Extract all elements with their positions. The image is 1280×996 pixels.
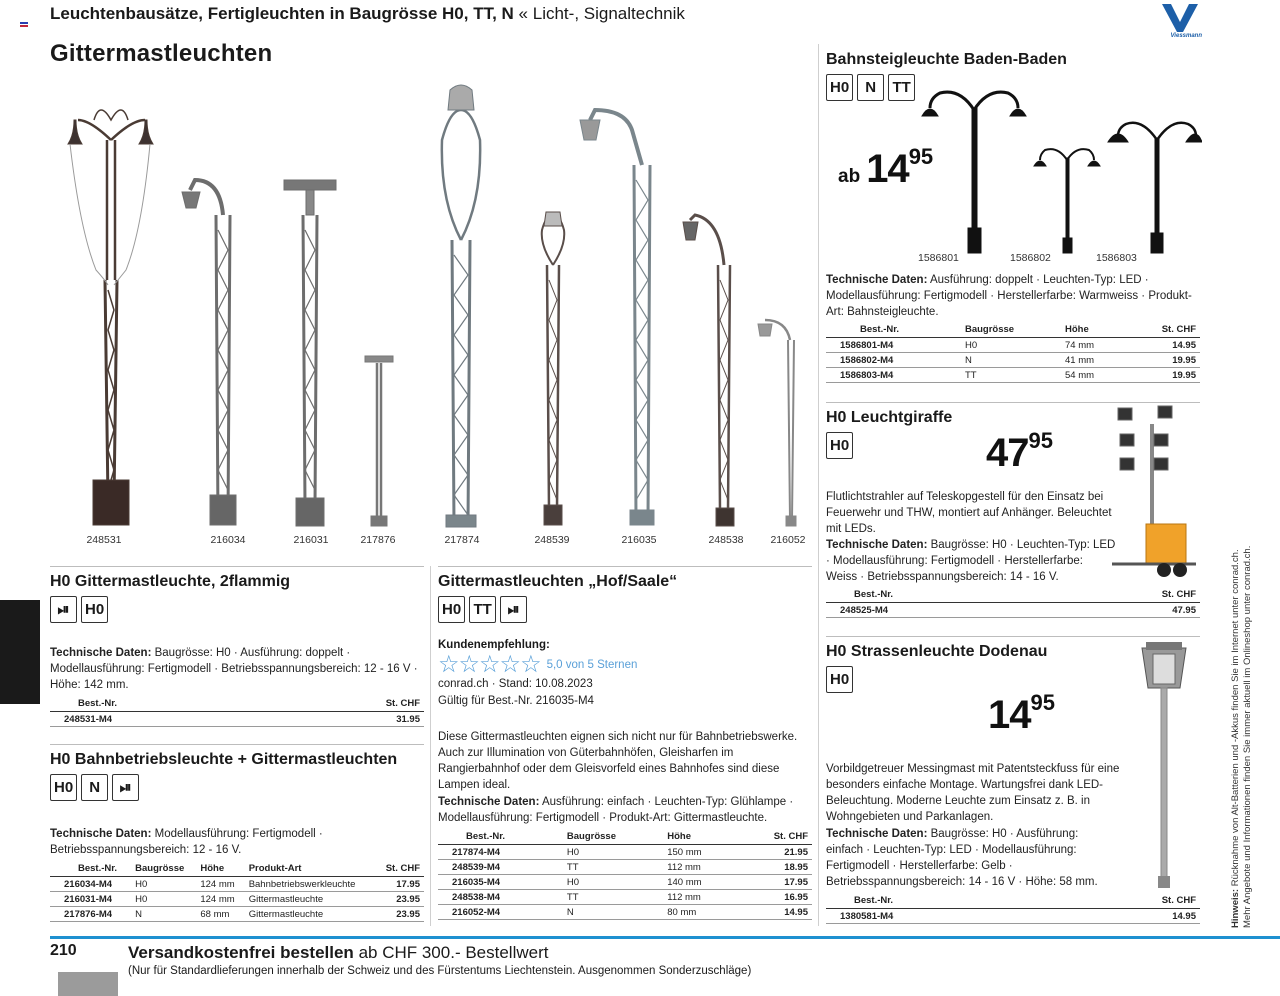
caption-216031: 216031: [293, 534, 329, 546]
lamp-217876: [365, 356, 393, 526]
caption-216052: 216052: [770, 534, 806, 546]
table-row: 248525-M4 47.95: [826, 603, 1200, 618]
badge-tt: TT: [888, 74, 915, 101]
table-row: 248538-M4 TT 112 mm 16.95: [438, 890, 812, 905]
caption-248539: 248539: [534, 534, 570, 546]
tech-text: Baugrösse: H0 · Leuchten-Typ: LED · Modellausführung: Fertigmodell · Herstellerfarbe: Weiss · Betriebsspannungsbereich: 14 - 16 V.: [826, 539, 1116, 583]
price-dec: 95: [908, 144, 934, 169]
table-header-row: Best.-Nr. Baugrösse Höhe Produkt-Art St. CHF: [50, 861, 424, 877]
badge-n: N: [81, 774, 108, 801]
badge-group: [826, 432, 853, 459]
table-row: 217876-M4 N 68 mm Gittermastleuchte 23.95: [50, 907, 424, 922]
order-table-2flammig: [50, 696, 424, 727]
divider: [50, 566, 424, 567]
table-header-row: [50, 696, 424, 712]
lamp-216034: [182, 180, 236, 525]
tech-label: Technische Daten:: [50, 647, 152, 659]
table-row: 1586801-M4 H0 74 mm 14.95: [826, 338, 1200, 353]
breadcrumb-parent: Licht-, Signaltechnik: [532, 4, 685, 23]
shipping-note-bold: Versandkostenfrei bestellen: [128, 943, 354, 962]
col-price: St. CHF: [284, 696, 424, 712]
viessmann-logo: [1158, 0, 1202, 42]
caption-248538: 248538: [708, 534, 744, 546]
tech-text: Baugrösse: H0 · Ausführung: einfach · Leuchten-Typ: LED · Modellausführung: Fertigmodell · Herstellerfarbe: Gelb · Betriebsspannungsbereich: 14 - 16 V · Höhe: 58 mm.: [826, 828, 1098, 888]
price-dec: 95: [1028, 428, 1053, 453]
price-prefix: ab: [838, 166, 861, 187]
flag-icon: [20, 22, 28, 27]
lamp-248538: [683, 215, 734, 526]
badge-n: N: [857, 74, 884, 101]
lamp-216052: [758, 320, 796, 526]
rating: [438, 650, 637, 679]
tech-data: [826, 272, 1202, 320]
page-number: 210: [50, 942, 77, 959]
table-row: 216035-M4 H0 140 mm 17.95: [438, 875, 812, 890]
table-row: 248531-M4 31.95: [50, 712, 424, 727]
badge-h0: H0: [826, 432, 853, 459]
column-divider: [430, 566, 431, 926]
badge-h0: H0: [826, 666, 853, 693]
table-row: 1586802-M4 N 41 mm 19.95: [826, 353, 1200, 368]
lamp-248539: [542, 212, 565, 525]
side-note: [1230, 546, 1254, 928]
table-row: 216034-M4 H0 124 mm Bahnbetriebswerkleuchte 17.95: [50, 877, 424, 892]
shipping-disclaimer: (Nur für Standardlieferungen innerhalb der Schweiz und des Fürstentums Liechtenstein. Ausgenommen Sonderzuschläge): [128, 965, 752, 977]
breadcrumb-category: Leuchtenbausätze, Fertigleuchten in Baugrösse H0, TT, N: [50, 4, 514, 23]
lamp-216035: [580, 110, 654, 525]
footer-tab: [58, 972, 118, 996]
tech-label: Technische Daten:: [826, 274, 928, 286]
caption-248531: 248531: [86, 534, 122, 546]
tech-text: Baugrösse: H0 · Ausführung: doppelt · Modellausführung: Fertigmodell · Betriebsspannungsbereich: 12 - 16 V · Höhe: 142 mm.: [50, 647, 418, 691]
col-best-nr: Best.-Nr.: [50, 696, 284, 712]
lamp-248531: [68, 110, 153, 525]
order-table-bahnbetrieb: [50, 861, 424, 922]
tech-data: [438, 794, 812, 826]
price-leuchtgiraffe: [986, 428, 1053, 476]
badge-digital: ⏯: [112, 774, 139, 801]
badge-h0: H0: [826, 74, 853, 101]
caption-217874: 217874: [444, 534, 480, 546]
table-row: 1586803-M4 TT 54 mm 19.95: [826, 368, 1200, 383]
badge-group: [826, 74, 915, 101]
table-header-row: Best.-Nr. Baugrösse Höhe St. CHF: [826, 322, 1200, 338]
table-row: 217874-M4 H0 150 mm 21.95: [438, 845, 812, 860]
order-table-dodenau: [826, 893, 1200, 924]
tech-data: [826, 537, 1116, 585]
price-baden-baden: [838, 144, 933, 192]
section-title-dodenau: H0 Strassenleuchte Dodenau: [826, 643, 1048, 660]
divider: [50, 744, 424, 745]
column-divider: [818, 44, 819, 926]
product-image-dodenau: [1136, 640, 1192, 892]
caption-216034: 216034: [210, 534, 246, 546]
badge-digital: ⏯: [50, 596, 77, 623]
footer-rule: [50, 936, 1280, 939]
order-table-hof-saale: [438, 829, 812, 920]
order-table-leuchtgiraffe: [826, 587, 1200, 618]
badge-group: [50, 774, 139, 801]
caption-216035: 216035: [621, 534, 657, 546]
price-int: 14: [988, 693, 1031, 737]
order-table-baden-baden: [826, 322, 1200, 383]
breadcrumb: [50, 4, 685, 24]
badge-tt: TT: [469, 596, 496, 623]
badge-h0: H0: [81, 596, 108, 623]
price-int: 47: [986, 431, 1029, 475]
shipping-note-rest: ab CHF 300.- Bestellwert: [358, 943, 549, 962]
tech-label: Technische Daten:: [826, 828, 928, 840]
product-image-gittermast: [50, 80, 820, 530]
tech-label: Technische Daten:: [438, 796, 540, 808]
breadcrumb-separator: «: [518, 4, 529, 23]
table-header-row: Best.-Nr. St. CHF: [826, 893, 1200, 909]
badge-group: [826, 666, 853, 693]
side-note-line2: Mehr Angebote und Informationen finden Sie immer aktuell im Onlineshop unter conrad.ch.: [1242, 545, 1253, 928]
caption-1586801: 1586801: [918, 252, 959, 264]
table-header-row: Best.-Nr. St. CHF: [826, 587, 1200, 603]
rating-source: conrad.ch · Stand: 10.08.2023: [438, 678, 593, 690]
price-int: 14: [866, 147, 909, 191]
section-title-2flammig: H0 Gittermastleuchte, 2flammig: [50, 573, 291, 590]
star-rating-icon: ☆☆☆☆☆: [438, 651, 541, 678]
lamp-217874: [442, 85, 480, 527]
table-row: 1380581-M4 14.95: [826, 909, 1200, 924]
badge-h0: H0: [438, 596, 465, 623]
page-title: Gittermastleuchten: [50, 40, 273, 67]
side-note-line1: Rücknahme von Alt-Batterien und -Akkus finden Sie im Internet unter conrad.ch.: [1230, 549, 1241, 887]
section-title-bahnbetrieb: H0 Bahnbetriebsleuchte + Gittermastleuchten: [50, 751, 398, 768]
badge-group: [438, 596, 527, 623]
price-dodenau: [988, 690, 1055, 738]
price-dec: 95: [1030, 690, 1055, 715]
section-title-hof-saale: Gittermastleuchten „Hof/Saale“: [438, 573, 678, 590]
tech-text: Ausführung: doppelt · Leuchten-Typ: LED · Modellausführung: Fertigmodell · Herstellerfarbe: Warmweiss · Produkt-Art: Bahnsteigleuchte.: [826, 274, 1192, 318]
table-row: 216052-M4 N 80 mm 14.95: [438, 905, 812, 920]
section-title-leuchtgiraffe: H0 Leuchtgiraffe: [826, 409, 953, 426]
badge-group: [50, 596, 108, 623]
caption-217876: 217876: [360, 534, 396, 546]
divider: [826, 402, 1200, 403]
rating-valid-for: Gültig für Best.-Nr. 216035-M4: [438, 695, 594, 707]
description: Vorbildgetreuer Messingmast mit Patentsteckfuss für eine besonders einfache Montage. Wartungsfrei dank LED-Beleuchtung. Moderne Leuchte zum Einsatz z. B. in Wohngebieten und Parkanlagen.: [826, 763, 1120, 823]
shipping-note: [128, 943, 548, 963]
tech-label: Technische Daten:: [826, 539, 928, 551]
badge-digital: ⏯: [500, 596, 527, 623]
section-tab: [0, 600, 40, 704]
caption-1586802: 1586802: [1010, 252, 1051, 264]
side-note-label: Hinweis:: [1230, 888, 1241, 928]
description: Flutlichtstrahler auf Teleskopgestell für den Einsatz bei Feuerwehr und THW, montiert auf Anhänger. Beleuchtet mit LEDs.: [826, 491, 1112, 535]
description: Diese Gittermastleuchten eignen sich nicht nur für Bahnbetriebswerke. Auch zur Illumination von Güterbahnhöfen, Gleisharfen im Rangierbahnhof oder dem Gleisvorfeld eines Bahnhofes sind diese Lampen ideal.: [438, 731, 798, 791]
divider: [438, 566, 812, 567]
divider: [826, 636, 1200, 637]
badge-h0: H0: [50, 774, 77, 801]
tech-data: [50, 826, 420, 858]
tech-data: [50, 645, 420, 693]
product-image-baden-baden: [920, 78, 1202, 258]
table-row: 216031-M4 H0 124 mm Gittermastleuchte 23.95: [50, 892, 424, 907]
tech-text: Modellausführung: Fertigmodell · Betriebsspannungsbereich: 12 - 16 V.: [50, 828, 323, 856]
customer-recommendation-label: Kundenempfehlung:: [438, 639, 550, 651]
table-row: 248539-M4 TT 112 mm 18.95: [438, 860, 812, 875]
rating-text: 5,0 von 5 Sternen: [546, 658, 638, 671]
lamp-216031: [284, 180, 336, 526]
tech-label: Technische Daten:: [50, 828, 152, 840]
section-title-baden-baden: Bahnsteigleuchte Baden-Baden: [826, 51, 1067, 68]
lamp-1586801: [922, 92, 1026, 253]
product-image-leuchtgiraffe: [1110, 404, 1202, 580]
table-header-row: Best.-Nr. Baugrösse Höhe St. CHF: [438, 829, 812, 845]
lamp-1586802: [1034, 149, 1100, 253]
tech-data: [826, 826, 1116, 890]
caption-1586803: 1586803: [1096, 252, 1137, 264]
tech-text: Ausführung: einfach · Leuchten-Typ: Glühlampe · Modellausführung: Fertigmodell · Produkt-Art: Gittermastleuchte.: [438, 796, 794, 824]
lamp-1586803: [1108, 123, 1202, 253]
logo-text: Viessmann: [1170, 33, 1202, 39]
